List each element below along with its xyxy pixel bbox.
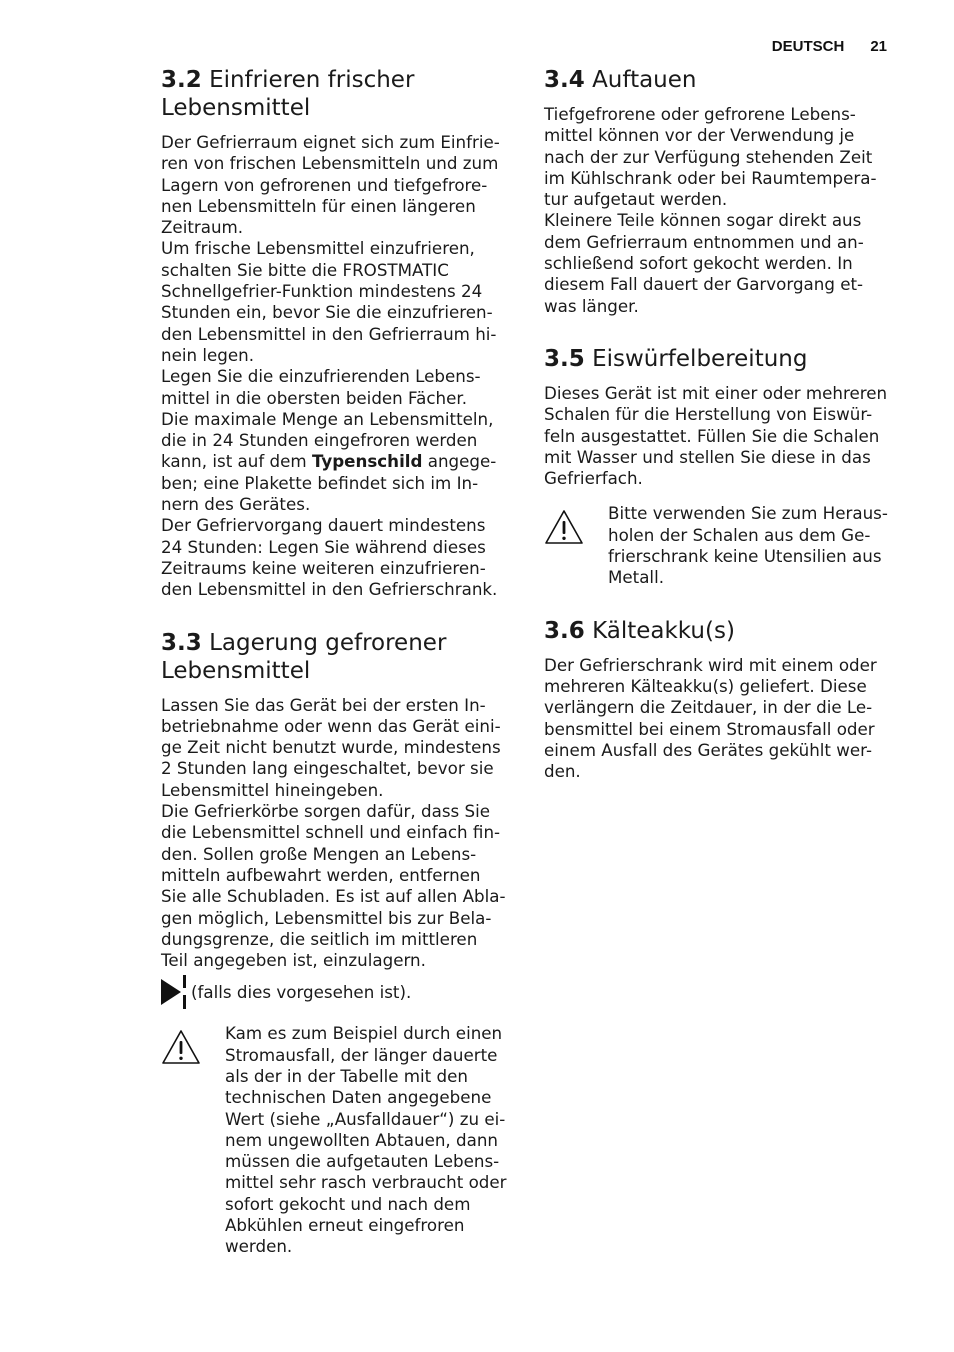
section-3-4-body: Tiefgefrorene oder gefrorene Lebens- mittel können vor der Verwendung je nach der zur Verfügung stehenden Zeit im Kühlschrank oder bei Raumtempera- tur aufgetaut werden. Kleinere Teile können sogar direkt aus dem Gefrierraum entnommen und an- schließend sofort gekocht werden. In diesem Fall dauert der Garvorgang et- was länger. [544,104,877,316]
section-number: 3.2 [161,67,202,93]
left-column [161,66,513,1258]
section-title: Kälteakku(s) [592,617,735,644]
section-3-6-body: Der Gefrierschrank wird mit einem oder mehreren Kälteakku(s) geliefert. Diese verlängern die Zeitdauer, in der die Le- bensmittel bei einem Stromausfall oder einem Ausfall des Gerätes gekühlt wer- den. [544,654,877,782]
section-3-5 [544,345,904,589]
section-3-4-heading [544,66,904,94]
section-number: 3.6 [544,617,585,644]
section-number: 3.3 [161,629,202,656]
section-3-2-body [161,132,513,601]
bold-term: Typenschild [311,451,423,472]
section-3-4 [544,66,904,317]
right-column [544,66,904,782]
section-number: 3.4 [544,67,585,93]
section-title: Lagerung gefrorener Lebensmittel [161,629,447,684]
section-title: Eiswürfelbereitung [592,345,808,372]
page-number: 21 [870,38,887,55]
section-3-5-body: Dieses Gerät ist mit einer oder mehreren Schalen für die Herstellung von Eiswür- feln ausgestattet. Füllen Sie die Schalen mit Wasser und stellen Sie diese in das Gefrierfach. [544,382,888,489]
section-3-5-heading [544,345,904,373]
section-number: 3.5 [544,345,585,372]
warning-triangle-icon [161,1029,201,1065]
play-pause-note [161,975,513,1009]
section-3-3 [161,629,513,1258]
section-title: Auftauen [592,67,697,93]
section-3-2-heading [161,66,513,122]
section-3-3-body: Lassen Sie das Gerät bei der ersten In- betriebnahme oder wenn das Gerät eini- ge Zeit nicht benutzt wurde, mindestens 2 Stunden lang eingeschaltet, bevor sie Lebensmittel hineingeben. Die Gefrierkörbe sorgen dafür, dass Sie die Lebensmittel schnell und einfach fin- den. Sollen große Mengen an Lebens- mitteln aufbewahrt werden, entfernen Sie alle Schubladen. Es ist auf allen Abla- gen möglich, Lebensmittel bis zur Bela- dungsgrenze, die seitlich im mittleren Teil angegeben ist, einzulagern. [161,694,506,971]
warning-text: Kam es zum Beispiel durch einen Stromausfall, der länger dauerte als der in der Tabelle mit den technischen Daten angegebene Wert (siehe „Ausfalldauer“) zu ei- nem ungewollten Abtauen, dann müssen die aufgetauten Lebens- mittel sehr rasch verbraucht oder sofort gekocht und nach dem Abkühlen erneut eingefroren werden. [225,1023,507,1257]
body-text-part-1: Der Gefrierraum eignet sich zum Einfrie- ren von frischen Lebensmitteln und zum Lagern von gefrorenen und tiefgefrore- nen Lebensmitteln für einen längeren Zeitraum. Um frische Lebensmittel einzufrieren, schalten Sie bitte die FROSTMATIC Schnellgefrier-Funktion mindestens 24 Stunden ein, bevor Sie die einzufrieren- den Lebensmittel in den Gefrierraum hi- nein legen. Legen Sie die einzufrierenden Lebens- mittel in die obersten beiden Fächer. Die maximale Menge an Lebensmitteln, die in 24 Stunden eingefroren werden kann, ist auf dem [161,132,500,472]
section-3-2 [161,66,513,601]
body-text-part-2: angege- ben; eine Plakette befindet sich im In- nern des Gerätes. Der Gefriervorgang dauert mindestens 24 Stunden: Legen Sie während dieses Zeitraums keine weiteren einzufrieren- den Lebensmittel in den Gefrierschrank. [161,451,498,600]
play-pause-note-text: (falls dies vorgesehen ist). [191,981,412,1002]
page-header [772,38,887,55]
section-3-6 [544,617,904,783]
section-3-3-heading [161,629,513,685]
play-pause-icon [161,975,187,1009]
warning-triangle-icon [544,509,584,545]
header-language: DEUTSCH [771,38,845,55]
warning-block-3-5 [544,503,904,588]
section-title: Einfrieren frischer Lebensmittel [161,67,415,121]
warning-block-3-3 [161,1023,513,1257]
warning-text: Bitte verwenden Sie zum Heraus- holen der Schalen aus dem Ge- frierschrank keine Utensilien aus Metall. [608,503,888,588]
section-3-6-heading [544,617,904,645]
